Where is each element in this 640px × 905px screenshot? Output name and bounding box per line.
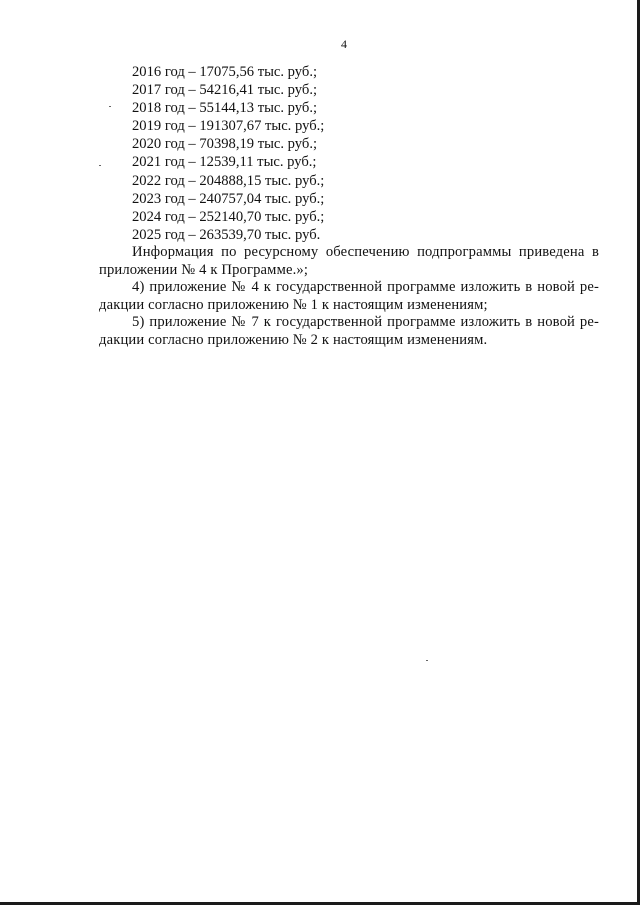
- scan-speck: [109, 106, 111, 107]
- body-text: [99, 244, 599, 350]
- funding-line-2020: 2020 год – 70398,19 тыс. руб.;: [132, 136, 318, 153]
- funding-line-2022: 2022 год – 204888,15 тыс. руб.;: [132, 172, 325, 189]
- scan-speck: [426, 660, 428, 661]
- amendment-item-4: 4) приложение № 4 к государственной программе изложить в новой ре-дакции согласно приложению № 1 к настоящим изменениям;: [99, 279, 599, 313]
- funding-by-year-list: [132, 63, 324, 244]
- scan-speck: [99, 165, 101, 166]
- funding-line-2019: 2019 год – 191307,67 тыс. руб.;: [132, 118, 325, 135]
- funding-line-2016: 2016 год – 17075,56 тыс. руб.;: [132, 64, 318, 80]
- funding-line-2021: 2021 год – 12539,11 тыс. руб.;: [132, 154, 317, 171]
- page-number: 4: [341, 37, 347, 51]
- amendment-item-5: 5) приложение № 7 к государственной программе изложить в новой ре-дакции согласно приложению № 2 к настоящим изменениям.: [99, 314, 599, 348]
- resource-info-paragraph: Информация по ресурсному обеспечению подпрограммы приведена в приложении № 4 к Программе.»;: [99, 244, 599, 278]
- funding-line-2025: 2025 год – 263539,70 тыс. руб.: [132, 226, 321, 243]
- funding-line-2023: 2023 год – 240757,04 тыс. руб.;: [132, 190, 325, 207]
- funding-line-2024: 2024 год – 252140,70 тыс. руб.;: [132, 208, 325, 225]
- funding-line-2018: 2018 год – 55144,13 тыс. руб.;: [132, 100, 318, 117]
- funding-line-2017: 2017 год – 54216,41 тыс. руб.;: [132, 82, 318, 99]
